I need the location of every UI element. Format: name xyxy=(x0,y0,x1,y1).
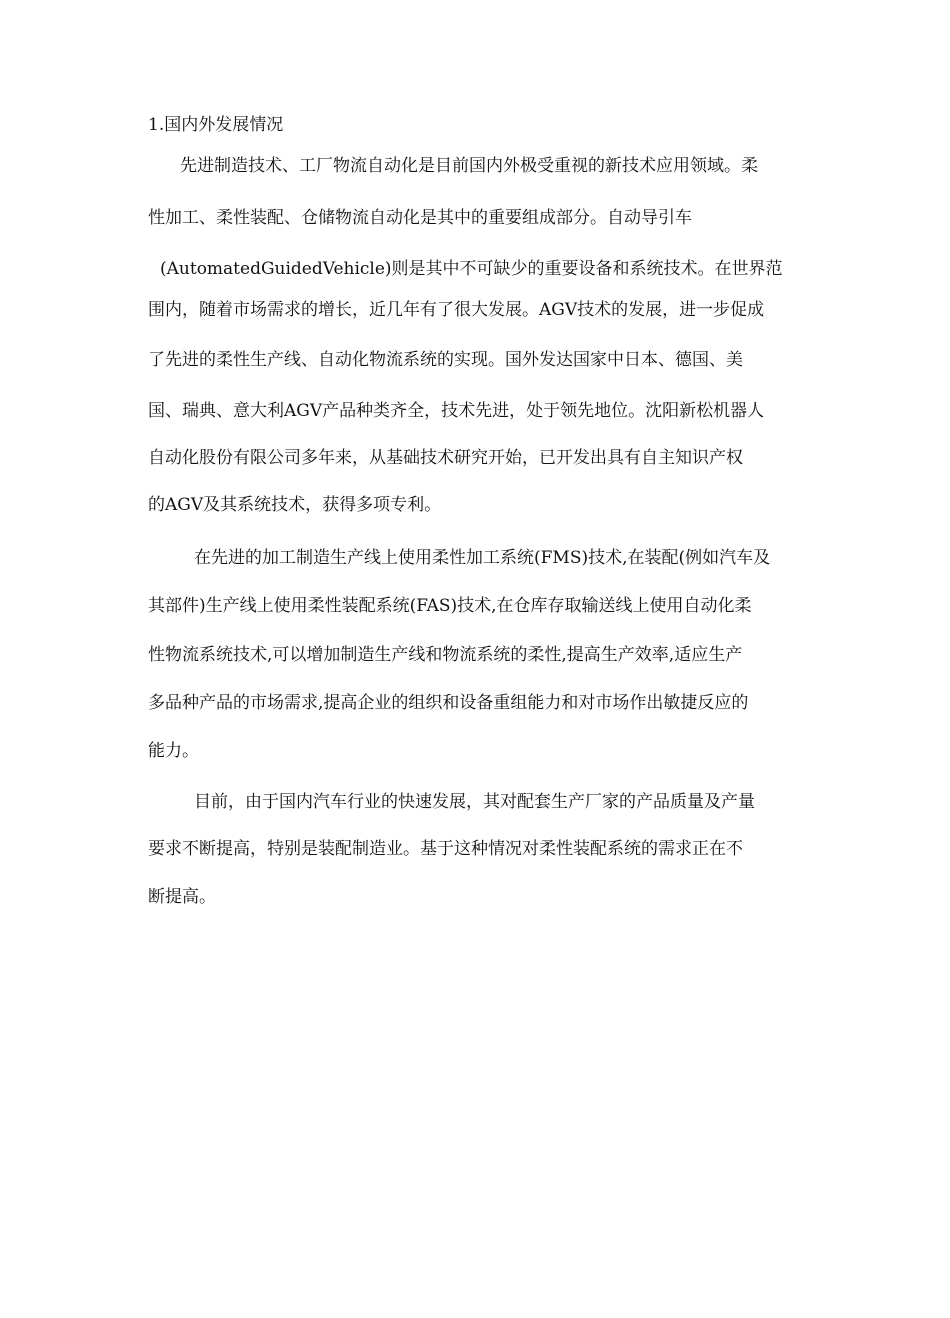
paragraph-2-line-2: 其部件)生产线上使用柔性装配系统(FAS)技术,在仓库存取输送线上使用自动化柔 xyxy=(148,596,752,616)
paragraph-1-line-1: 先进制造技术、工厂物流自动化是目前国内外极受重视的新技术应用领域。柔 xyxy=(180,156,758,176)
paragraph-3-line-2: 要求不断提高，特别是装配制造业。基于这种情况对柔性装配系统的需求正在不 xyxy=(148,839,743,859)
section-heading: 1.国内外发展情况 xyxy=(148,115,284,135)
paragraph-3-line-1: 目前，由于国内汽车行业的快速发展，其对配套生产厂家的产品质量及产量 xyxy=(194,792,755,812)
paragraph-1-line-3: (AutomatedGuidedVehicle)则是其中不可缺少的重要设备和系统技术。在世界范 xyxy=(160,259,783,279)
paragraph-1-line-5: 了先进的柔性生产线、自动化物流系统的实现。国外发达国家中日本、德国、美 xyxy=(148,350,743,370)
paragraph-1-line-8: 的AGV及其系统技术，获得多项专利。 xyxy=(148,495,442,515)
paragraph-1-line-2: 性加工、柔性装配、仓储物流自动化是其中的重要组成部分。自动导引车 xyxy=(148,208,692,228)
paragraph-1-line-4: 围内，随着市场需求的增长，近几年有了很大发展。AGV技术的发展，进一步促成 xyxy=(148,300,765,320)
paragraph-2-line-4: 多品种产品的市场需求,提高企业的组织和设备重组能力和对市场作出敏捷反应的 xyxy=(148,693,749,713)
paragraph-3-line-3: 断提高。 xyxy=(148,887,216,907)
paragraph-2-line-3: 性物流系统技术,可以增加制造生产线和物流系统的柔性,提高生产效率,适应生产 xyxy=(148,645,743,665)
paragraph-2-line-5: 能力。 xyxy=(148,741,199,761)
paragraph-1-line-6: 国、瑞典、意大利AGV产品种类齐全，技术先进，处于领先地位。沈阳新松机器人 xyxy=(148,401,765,421)
paragraph-2-line-1: 在先进的加工制造生产线上使用柔性加工系统(FMS)技术,在装配(例如汽车及 xyxy=(194,548,771,568)
paragraph-1-line-7: 自动化股份有限公司多年来，从基础技术研究开始，已开发出具有自主知识产权 xyxy=(148,448,743,468)
